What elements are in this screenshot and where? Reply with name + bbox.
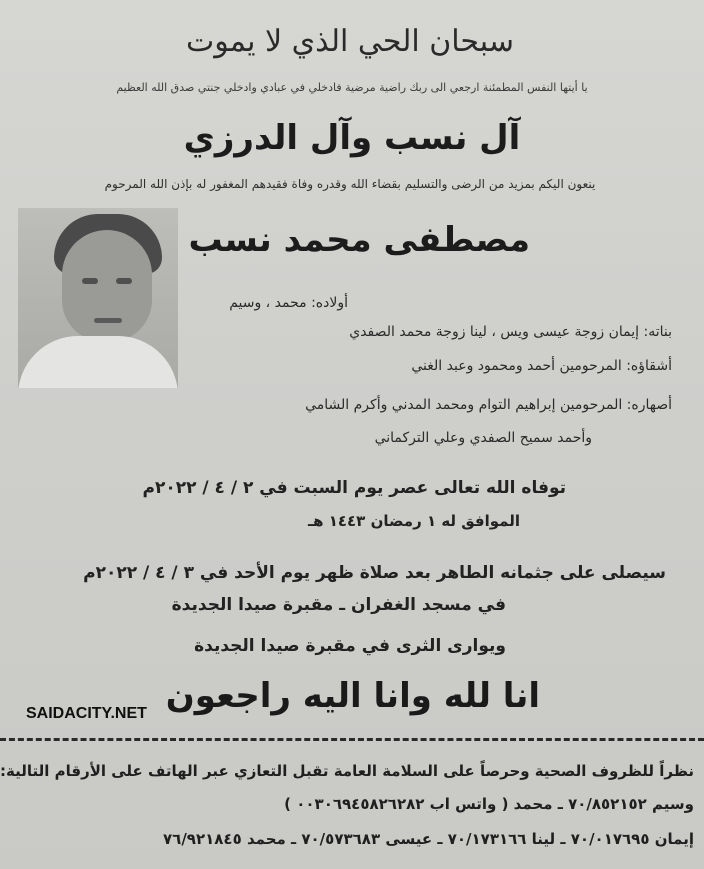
family-name: آل نسب وآل الدرزي	[183, 118, 521, 158]
dashed-divider	[0, 738, 704, 741]
intro-text: ينعون اليكم بمزيد من الرضى والتسليم بقضاء الله وقدره وفاة فقيدهم المغفور له بإذن الله المرحوم	[104, 177, 596, 191]
death-date-line: توفاه الله تعالى عصر يوم السبت في ٢ / ٤ / ٢٠٢٢م	[142, 478, 566, 498]
brothers-line: أشقاؤه: المرحومين أحمد ومحمود وعبد الغني	[411, 358, 672, 374]
photo-mouth	[94, 318, 122, 323]
calligraphy-header: سبحان الحي الذي لا يموت	[186, 24, 514, 59]
photo-face	[62, 230, 152, 342]
photo-eye-right	[116, 278, 132, 284]
phone-numbers-line-2: إيمان ٧٠/٠١٧٦٩٥ ـ لينا ٧٠/١٧٣١٦٦ ـ عيسى ٧٠/٥٧٣٦٨٣ ـ محمد ٧٦/٩٢١٨٤٥	[163, 830, 694, 848]
photo-eye-left	[82, 278, 98, 284]
condolence-notice: نظراً للظروف الصحية وحرصاً على السلامة العامة تقبل التعازي عبر الهاتف على الأرقام التالية:	[0, 762, 694, 780]
closing-phrase: انا لله وانا اليه راجعون	[165, 676, 540, 716]
phone-numbers-line-1: وسيم ٧٠/٨٥٢١٥٢ ـ محمد ( واتس اب ٠٠٣٠٦٩٤٥٨٢٦٢٨٢ )	[284, 795, 694, 813]
photo-shirt	[18, 336, 178, 388]
daughters-line: بناته: إيمان زوجة عيسى ويس ، لينا زوجة محمد الصفدي	[349, 324, 672, 340]
mosque-line: في مسجد الغفران ـ مقبرة صيدا الجديدة	[171, 595, 506, 615]
watermark-text: SAIDACITY.NET	[26, 705, 147, 722]
inlaws-line-continued: وأحمد سميح الصفدي وعلي التركماني	[374, 430, 592, 446]
funeral-prayer-line: سيصلى على جثمانه الطاهر بعد صلاة ظهر يوم الأحد في ٣ / ٤ / ٢٠٢٢م	[83, 563, 666, 583]
deceased-photo	[18, 208, 178, 388]
burial-line: ويوارى الثرى في مقبرة صيدا الجديدة	[194, 636, 506, 656]
inlaws-line: أصهاره: المرحومين إبراهيم التوام ومحمد المدني وأكرم الشامي	[305, 397, 672, 413]
deceased-name: مصطفى محمد نسب	[188, 220, 530, 260]
quran-verse: يا أيتها النفس المطمئنة ارجعي الى ربك راضية مرضية فادخلي في عبادي وادخلي جنتي صدق الله العظيم	[116, 81, 588, 94]
children-line: أولاده: محمد ، وسيم	[229, 295, 348, 311]
hijri-date-line: الموافق له ١ رمضان ١٤٤٣ هـ	[307, 512, 520, 530]
